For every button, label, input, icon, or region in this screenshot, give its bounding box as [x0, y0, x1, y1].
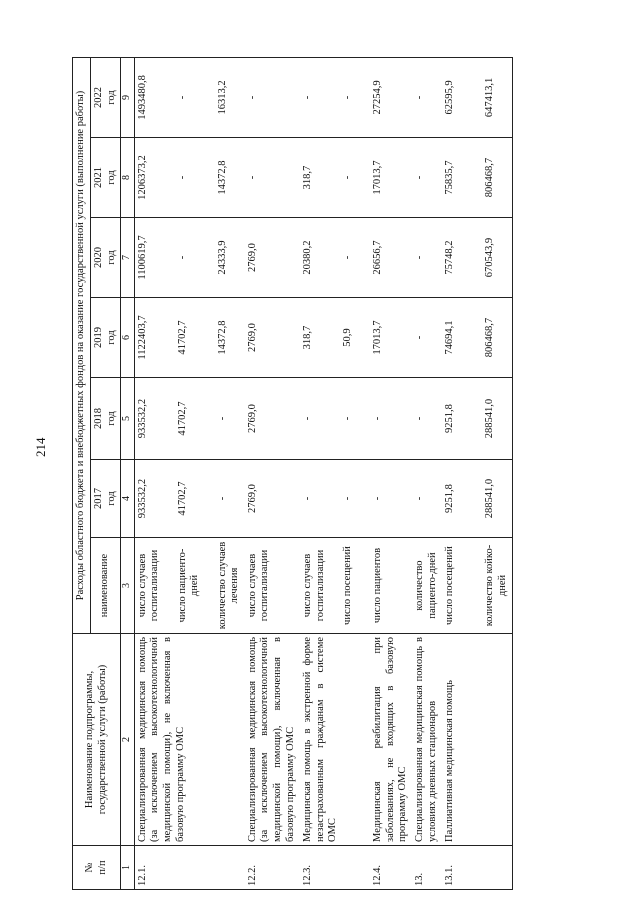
value: 933532,2: [136, 398, 148, 439]
value: 2769,0: [246, 243, 258, 272]
value: 2769,0: [246, 484, 258, 513]
value: 75835,7: [444, 160, 456, 195]
value: 17013,7: [371, 320, 383, 355]
value: -: [176, 95, 188, 100]
row-indicator-labels: [370, 538, 412, 634]
value-cell: [412, 138, 442, 218]
col-index-6: 6: [121, 298, 134, 378]
table-row: [134, 57, 245, 889]
header-year-2020-text: 2020 год: [92, 247, 117, 268]
value: 9251,8: [444, 484, 456, 513]
value-cell: [370, 218, 412, 298]
value: 50,9: [341, 328, 353, 347]
header-year-2018-text: 2018 год: [92, 408, 117, 429]
row-indicator-labels: [442, 538, 513, 634]
value: -: [246, 175, 258, 180]
budget-table: [72, 57, 513, 890]
value-cell: [134, 378, 245, 460]
header-year-2022-text: 2022 год: [92, 86, 117, 108]
value-cell: [300, 138, 370, 218]
header-year-2022: [90, 57, 121, 137]
value: -: [176, 175, 188, 180]
row-number: 12.3.: [300, 846, 370, 890]
value-cell: [245, 378, 300, 460]
value-cell: [370, 138, 412, 218]
table-row: [412, 57, 442, 889]
value: -: [216, 496, 228, 501]
value: 933532,2: [136, 478, 148, 519]
value: 806468,7: [484, 157, 496, 198]
indicator-label: число случаев госпитализации: [246, 549, 271, 622]
row-indicator-labels: [134, 538, 245, 634]
value-cell: [442, 57, 513, 137]
value-cell: [370, 298, 412, 378]
header-year-2021-text: 2021 год: [92, 167, 117, 188]
row-indicator-labels: [245, 538, 300, 634]
value: -: [301, 416, 313, 421]
header-no-text: № п/п: [83, 860, 108, 875]
col-index-5: 5: [121, 378, 134, 460]
value-cell: [300, 378, 370, 460]
column-index-row: [121, 57, 134, 889]
value-cell: [412, 218, 442, 298]
value-cell: [134, 138, 245, 218]
header-year-2017: [90, 460, 121, 538]
value: -: [341, 496, 353, 501]
table-row: [300, 57, 370, 889]
value: 16313,2: [216, 80, 228, 115]
value: -: [301, 496, 313, 501]
value: 1493480,8: [136, 75, 148, 120]
value-cell: [442, 460, 513, 538]
value: -: [301, 95, 313, 100]
value: 288541,0: [484, 478, 496, 519]
value: -: [414, 255, 426, 260]
header-indicator: [90, 538, 121, 634]
value-cell: [134, 218, 245, 298]
header-expenses-text: Расходы областного бюджета и внебюджетных фондов на оказание государственной услуги (выполнение работы): [75, 90, 86, 601]
row-name: Паллиативная медицинская помощь: [442, 634, 513, 846]
table-row: [442, 57, 513, 889]
value: 14372,8: [216, 160, 228, 195]
value: -: [371, 416, 383, 421]
row-number: 12.1.: [134, 846, 245, 890]
value-cell: [442, 298, 513, 378]
indicator-label: число случаев госпитализации: [301, 549, 326, 622]
col-index-7: 7: [121, 218, 134, 298]
value: 74694,1: [444, 320, 456, 355]
value-cell: [442, 218, 513, 298]
value: 41702,7: [176, 481, 188, 516]
value: -: [414, 416, 426, 421]
value: 647413,1: [484, 77, 496, 118]
value: 318,7: [301, 165, 313, 190]
value: 62595,9: [444, 80, 456, 115]
indicator-label: количество койко-дней: [484, 544, 508, 627]
value: 24333,9: [216, 240, 228, 275]
indicator-label: число посещений: [341, 546, 353, 625]
row-number: 13.1.: [442, 846, 513, 890]
col-index-4: 4: [121, 460, 134, 538]
value-cell: [442, 138, 513, 218]
value: 9251,8: [444, 404, 456, 433]
value: -: [414, 496, 426, 501]
value: -: [371, 496, 383, 501]
value: 26656,7: [371, 240, 383, 275]
value-cell: [412, 298, 442, 378]
value: 2769,0: [246, 323, 258, 352]
col-index-1: 1: [121, 846, 134, 890]
header-expenses: [73, 57, 91, 633]
value: -: [414, 95, 426, 100]
header-name-text: Наименование подпрограммы, государственной услуги (работы): [83, 664, 108, 815]
value: 27254,9: [371, 80, 383, 115]
row-number: 12.4.: [370, 846, 412, 890]
value-cell: [412, 460, 442, 538]
row-number: 13.: [412, 846, 442, 890]
header-year-2017-text: 2017 год: [92, 488, 117, 509]
value: -: [246, 95, 258, 100]
value-cell: [300, 218, 370, 298]
indicator-label: число пациенто-дней: [176, 548, 201, 623]
header-year-2021: [90, 138, 121, 218]
row-name: Медицинская помощь в экстренной форме незастрахованным гражданам в системе ОМС: [300, 634, 370, 846]
value: -: [341, 416, 353, 421]
col-index-3: 3: [121, 538, 134, 634]
indicator-label: число случаев госпитализации: [136, 549, 161, 622]
row-number: 12.2.: [245, 846, 300, 890]
value: 1206373,2: [136, 155, 148, 200]
value: 2769,0: [246, 404, 258, 433]
value-cell: [245, 460, 300, 538]
value: 670543,9: [484, 237, 496, 278]
value: -: [414, 175, 426, 180]
value-cell: [300, 57, 370, 137]
table-row: [370, 57, 412, 889]
value: -: [414, 335, 426, 340]
value-cell: [442, 378, 513, 460]
row-indicator-labels: [412, 538, 442, 634]
col-index-8: 8: [121, 138, 134, 218]
page-number: 214: [33, 437, 48, 457]
value: -: [216, 416, 228, 421]
col-index-2: 2: [121, 634, 134, 846]
value: -: [341, 95, 353, 100]
value-cell: [370, 57, 412, 137]
indicator-label: число посещений: [444, 546, 456, 625]
value-cell: [134, 298, 245, 378]
value: 75748,2: [444, 240, 456, 275]
row-name: Специализированная медицинская помощь (за исключением высокотехнологичной медицинской помощи), включенная в базовую программу ОМС: [245, 634, 300, 846]
value: 1122403,7: [136, 315, 148, 360]
value-cell: [245, 218, 300, 298]
value-cell: [134, 57, 245, 137]
table-row: [245, 57, 300, 889]
header-no: [73, 846, 121, 890]
table-body: [134, 57, 513, 889]
value-cell: [134, 460, 245, 538]
value: -: [341, 255, 353, 260]
value: -: [176, 255, 188, 260]
value-cell: [370, 460, 412, 538]
value: 20380,2: [301, 240, 313, 275]
header-year-2018: [90, 378, 121, 460]
rotated-table-container: [72, 58, 513, 890]
value: 318,7: [301, 325, 313, 350]
row-name: Специализированная медицинская помощь (за исключением высокотехнологичной медицинской помощи), не включенная в базовую программу ОМС: [134, 634, 245, 846]
value: 14372,8: [216, 320, 228, 355]
value-cell: [412, 57, 442, 137]
value-cell: [300, 298, 370, 378]
row-indicator-labels: [300, 538, 370, 634]
indicator-label: количество пациенто-дней: [414, 552, 438, 619]
indicator-label: число пациентов: [371, 547, 383, 624]
header-name: [73, 634, 121, 846]
value: 288541,0: [484, 398, 496, 439]
row-name: Медицинская реабилитация при заболеваниях, не входящих в базовую программу ОМС: [370, 634, 412, 846]
row-name: Специализированная медицинская помощь в условиях дневных стационаров: [412, 634, 442, 846]
value-cell: [245, 138, 300, 218]
value: 41702,7: [176, 401, 188, 436]
value-cell: [300, 460, 370, 538]
value: -: [341, 175, 353, 180]
value: 41702,7: [176, 320, 188, 355]
value-cell: [370, 378, 412, 460]
header-year-2019-text: 2019 год: [92, 327, 117, 348]
col-index-9: 9: [121, 57, 134, 137]
value: 1100619,7: [136, 235, 148, 280]
indicator-label: количество случаев лечения: [216, 541, 241, 630]
header-indicator-text: наименование: [99, 553, 111, 618]
header-year-2020: [90, 218, 121, 298]
value-cell: [245, 57, 300, 137]
value-cell: [412, 378, 442, 460]
value-cell: [245, 298, 300, 378]
header-year-2019: [90, 298, 121, 378]
value: 17013,7: [371, 160, 383, 195]
value: 806468,7: [484, 317, 496, 358]
